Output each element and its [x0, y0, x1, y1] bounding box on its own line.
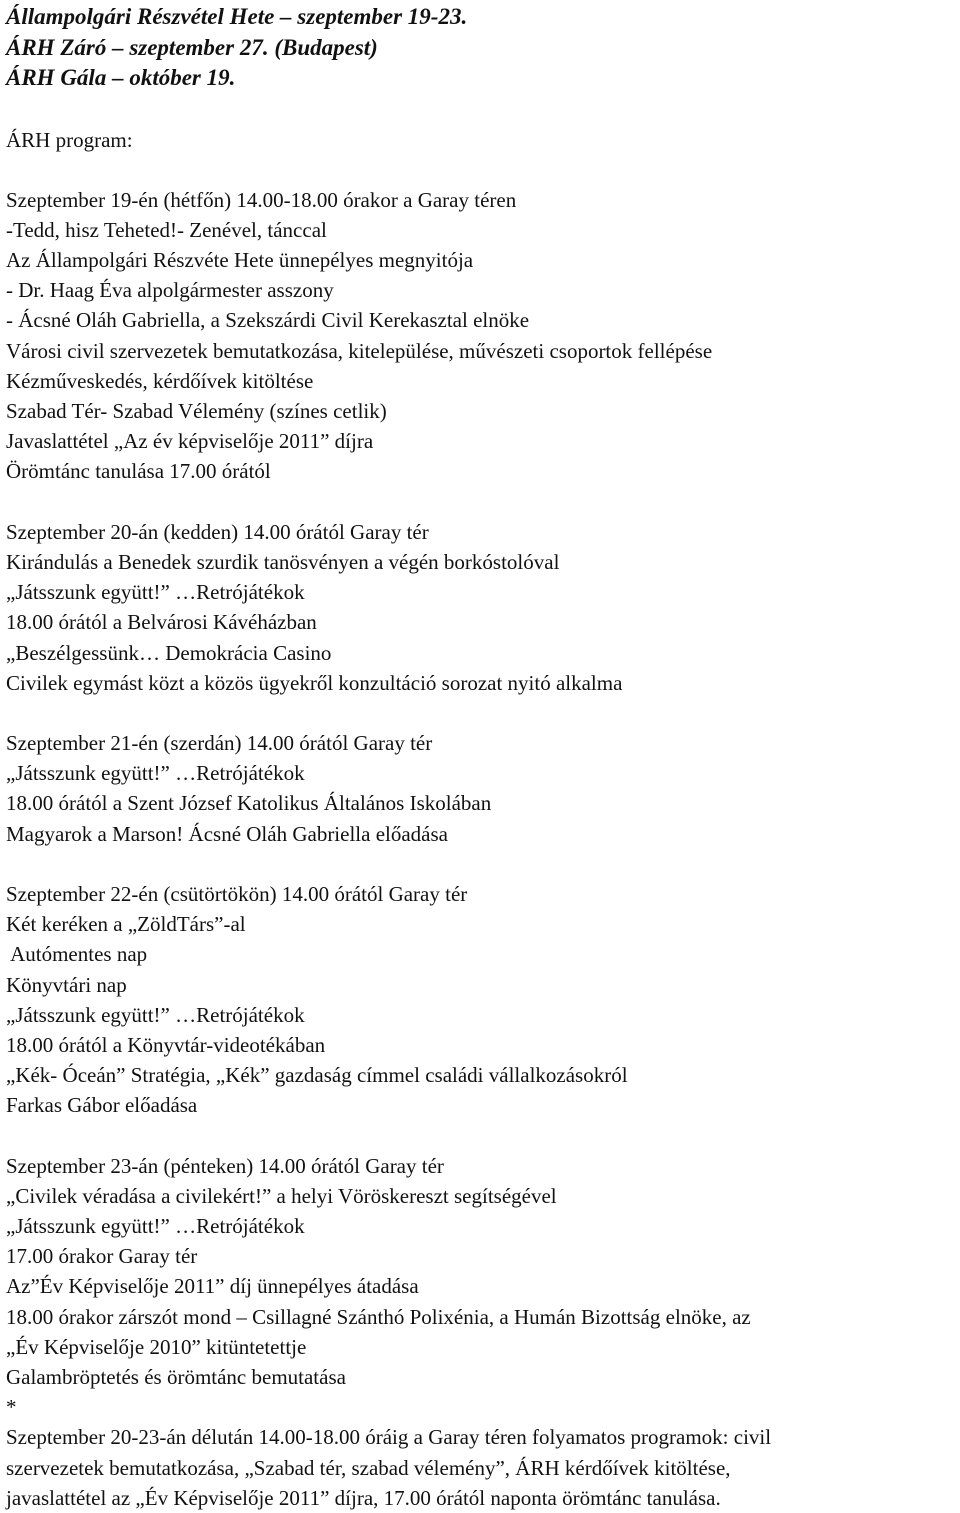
- text-line: „Civilek véradása a civilekért!” a helyi Vöröskereszt segítségével: [6, 1183, 557, 1208]
- text-line: Két keréken a „ZöldTárs”-al: [6, 912, 246, 937]
- text-line: Szeptember 21-én (szerdán) 14.00 órától Garay tér: [6, 731, 433, 756]
- text-line: Szeptember 22-én (csütörtökön) 14.00 órától Garay tér: [6, 882, 468, 906]
- text-line: szervezetek bemutatkozása, „Szabad tér, szabad vélemény”, ÁRH kérdőívek kitöltése,: [6, 1455, 731, 1480]
- text-line: Kézműveskedés, kérdőívek kitöltése: [6, 368, 314, 393]
- text-line: „Játsszunk együtt!” …Retrójátékok: [6, 580, 305, 605]
- spacer: [6, 487, 960, 517]
- text-line: Örömtánc tanulása 17.00 órától: [6, 459, 271, 484]
- text-line: Szabad Tér- Szabad Vélemény (színes cetlik): [6, 399, 387, 423]
- text-line: Szeptember 20-23-án délután 14.00-18.00 óráig a Garay téren folyamatos programok: civil: [6, 1425, 772, 1450]
- text-line: Galambröptetés és örömtánc bemutatása: [6, 1365, 346, 1389]
- program-title: ÁRH program:: [6, 127, 133, 152]
- text-line: „Kék- Óceán” Stratégia, „Kék” gazdaság címmel családi vállalkozásokról: [6, 1063, 628, 1088]
- text-line: „Játsszunk együtt!” …Retrójátékok: [6, 1002, 305, 1027]
- spacer: [6, 849, 960, 879]
- day-thursday: [6, 879, 960, 1121]
- spacer: [6, 1121, 960, 1151]
- text-line: „Játsszunk együtt!” …Retrójátékok: [6, 761, 305, 786]
- text-line: 18.00 órától a Szent József Katolikus Általános Iskolában: [6, 791, 492, 816]
- spacer: [6, 698, 960, 728]
- text-line: Kirándulás a Benedek szurdik tanösvényen a végén borkóstolóval: [6, 549, 560, 574]
- text-line: 18.00 órakor zárszót mond – Csillagné Szánthó Polixénia, a Humán Bizottság elnöke, az: [6, 1304, 751, 1329]
- header-line: ÁRH Záró – szeptember 27. (Budapest): [6, 34, 378, 60]
- text-line: „Év Képviselője 2010” kitüntetettje: [6, 1334, 307, 1359]
- text-line: -Tedd, hisz Teheted!- Zenével, tánccal: [6, 217, 327, 242]
- day-wednesday: [6, 728, 960, 849]
- text-line: Az”Év Képviselője 2011” díj ünnepélyes átadása: [6, 1274, 419, 1299]
- day-monday: [6, 185, 960, 487]
- header-line: Állampolgári Részvétel Hete – szeptember 19-23.: [6, 4, 468, 29]
- separator-asterisk: *: [6, 1395, 17, 1420]
- text-line: Autómentes nap: [6, 942, 148, 967]
- text-line: 17.00 órakor Garay tér: [6, 1244, 198, 1269]
- text-line: - Dr. Haag Éva alpolgármester asszony: [6, 278, 334, 303]
- text-line: javaslattétel az „Év Képviselője 2011” díjra, 17.00 órától naponta örömtánc tanulása.: [6, 1485, 721, 1510]
- event-header: [6, 0, 960, 94]
- text-line: Szeptember 23-án (pénteken) 14.00 órától Garay tér: [6, 1153, 444, 1178]
- text-line: Farkas Gábor előadása: [6, 1093, 198, 1118]
- text-line: „Játsszunk együtt!” …Retrójátékok: [6, 1214, 305, 1239]
- header-line: ÁRH Gála – október 19.: [6, 65, 236, 90]
- text-line: „Beszélgessünk… Demokrácia Casino: [6, 640, 332, 665]
- text-line: - Ácsné Oláh Gabriella, a Szekszárdi Civil Kerekasztal elnöke: [6, 308, 530, 333]
- text-line: Magyarok a Marson! Ácsné Oláh Gabriella előadása: [6, 821, 448, 846]
- text-line: Szeptember 20-án (kedden) 14.00 órától Garay tér: [6, 519, 429, 544]
- spacer: [6, 155, 960, 185]
- text-line: Könyvtári nap: [6, 972, 127, 997]
- text-line: Az Állampolgári Részvéte Hete ünnepélyes megnyitója: [6, 248, 474, 273]
- day-tuesday: [6, 517, 960, 698]
- text-line: Városi civil szervezetek bemutatkozása, kitelepülése, művészeti csoportok fellépése: [6, 338, 713, 363]
- text-line: Civilek egymást közt a közös ügyekről konzultáció sorozat nyitó alkalma: [6, 670, 623, 695]
- text-line: 18.00 órától a Belvárosi Kávéházban: [6, 610, 317, 635]
- text-line: Szeptember 19-én (hétfőn) 14.00-18.00 órakor a Garay téren: [6, 187, 517, 212]
- text-line: 18.00 órától a Könyvtár-videotékában: [6, 1032, 326, 1057]
- text-line: Javaslattétel „Az év képviselője 2011” díjra: [6, 429, 374, 454]
- day-friday: [6, 1151, 960, 1513]
